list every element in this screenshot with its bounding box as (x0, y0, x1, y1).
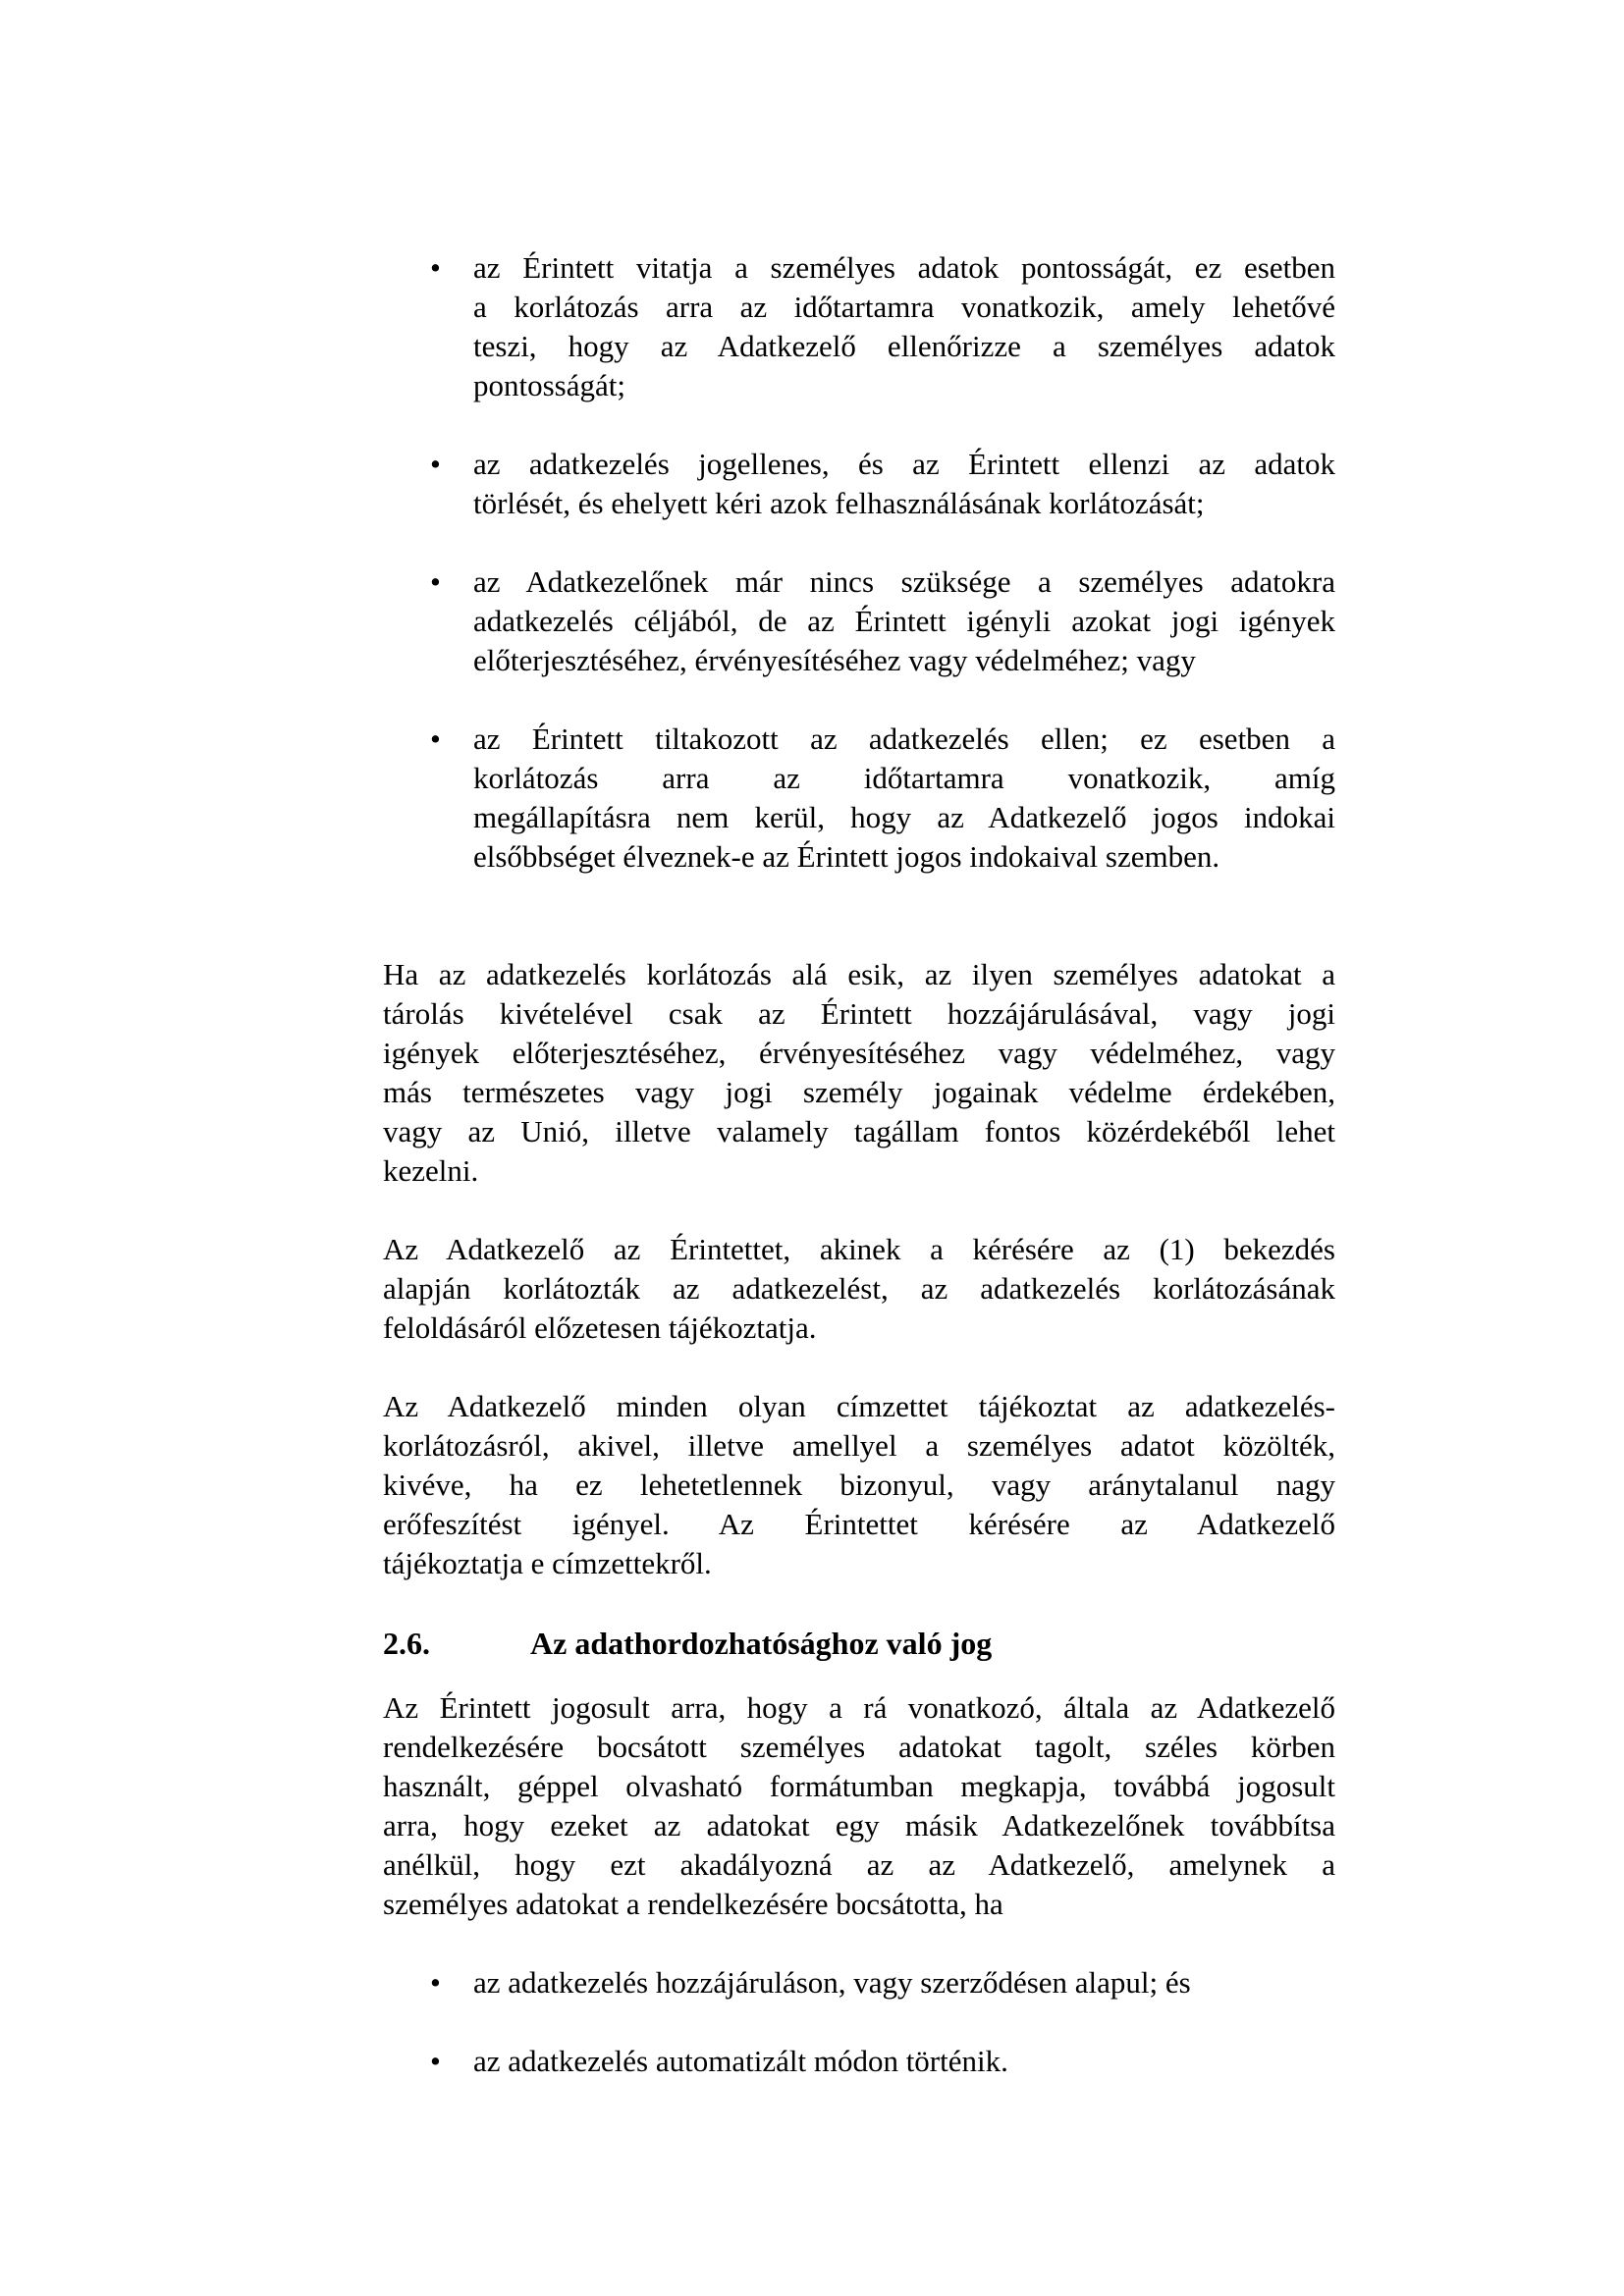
text-line: elsőbbséget élveznek-e az Érintett jogos indokaival szemben. (473, 839, 1220, 874)
text-line: teszi, hogy az Adatkezelő ellenőrizze a személyes adatok (473, 329, 1335, 363)
text-line: az Adatkezelőnek már nincs szüksége a személyes adatokra (473, 564, 1335, 599)
text-line: az adatkezelés automatizált módon történik. (473, 2044, 1008, 2078)
section-number: 2.6. (383, 1626, 430, 1661)
text-line: korlátozásról, akivel, illetve amellyel a személyes adatot közölték, (383, 1428, 1335, 1463)
text-line: a korlátozás arra az időtartamra vonatkozik, amely lehetővé (473, 290, 1335, 324)
text-line: használt, géppel olvasható formátumban megkapja, továbbá jogosult (383, 1769, 1335, 1803)
text-line: az adatkezelés jogellenes, és az Érintett ellenzi az adatok (473, 447, 1335, 481)
text-line: tárolás kivételével csak az Érintett hozzájárulásával, vagy jogi (383, 996, 1335, 1031)
bullet-icon: • (430, 1965, 441, 2000)
bullet-item (383, 1963, 1335, 2002)
text-line: alapján korlátozták az adatkezelést, az adatkezelés korlátozásának (383, 1271, 1335, 1306)
bullet-icon: • (430, 250, 441, 285)
text-line: adatkezelés céljából, de az Érintett igényli azokat jogi igények (473, 604, 1335, 638)
section-title: Az adathordozhatósághoz való jog (530, 1626, 993, 1661)
text-line: Az Adatkezelő minden olyan címzettet tájékoztat az adatkezelés- (383, 1389, 1335, 1423)
text-line: az Érintett vitatja a személyes adatok pontosságát, ez esetben (473, 250, 1335, 285)
text-line: az Érintett tiltakozott az adatkezelés ellen; ez esetben a (473, 721, 1335, 756)
text-line: korlátozás arra az időtartamra vonatkozik, amíg (473, 761, 1335, 795)
text-line: előterjesztéséhez, érvényesítéséhez vagy védelméhez; vagy (473, 643, 1196, 677)
paragraph (383, 955, 1335, 1191)
text-line: Ha az adatkezelés korlátozás alá esik, az ilyen személyes adatokat a (383, 957, 1335, 991)
text-line: vagy az Unió, illetve valamely tagállam fontos közérdekéből lehet (383, 1114, 1335, 1148)
bullet-icon: • (430, 721, 441, 756)
text-line: Az Adatkezelő az Érintettet, akinek a kérésére az (1) bekezdés (383, 1232, 1335, 1266)
text-line: törlését, és ehelyett kéri azok felhasználásának korlátozását; (473, 486, 1205, 520)
text-line: kivéve, ha ez lehetetlennek bizonyul, vagy aránytalanul nagy (383, 1468, 1335, 1502)
bullet-item (383, 445, 1335, 523)
text-line: anélkül, hogy ezt akadályozná az az Adatkezelő, amelynek a (383, 1847, 1335, 1882)
text-line: az adatkezelés hozzájáruláson, vagy szerződésen alapul; és (473, 1965, 1191, 2000)
text-line: arra, hogy ezeket az adatokat egy másik Adatkezelőnek továbbítsa (383, 1808, 1335, 1842)
text-line: erőfeszítést igényel. Az Érintettet kérésére az Adatkezelő (383, 1507, 1335, 1541)
bullet-icon: • (430, 564, 441, 599)
text-line: Az Érintett jogosult arra, hogy a rá vonatkozó, általa az Adatkezelő (383, 1690, 1335, 1725)
text-line: pontosságát; (473, 368, 625, 402)
bullet-item (383, 720, 1335, 877)
paragraph (383, 1387, 1335, 1583)
text-line: rendelkezésére bocsátott személyes adatokat tagolt, széles körben (383, 1730, 1335, 1764)
text-line: megállapításra nem kerül, hogy az Adatkezelő jogos indokai (473, 800, 1335, 834)
bullet-item (383, 562, 1335, 680)
bullet-item (383, 2042, 1335, 2081)
text-line: tájékoztatja e címzettekről. (383, 1546, 712, 1580)
text-line: kezelni. (383, 1153, 479, 1188)
paragraph (383, 1688, 1335, 1924)
text-line: feloldásáról előzetesen tájékoztatja. (383, 1310, 817, 1345)
paragraph (383, 1230, 1335, 1348)
bullet-icon: • (430, 447, 441, 481)
section-heading (383, 1623, 1335, 1664)
bullet-item (383, 248, 1335, 405)
text-line: személyes adatokat a rendelkezésére bocsátotta, ha (383, 1887, 1003, 1921)
text-line: más természetes vagy jogi személy jogainak védelme érdekében, (383, 1075, 1335, 1109)
text-line: igények előterjesztéséhez, érvényesítéséhez vagy védelméhez, vagy (383, 1036, 1335, 1070)
bullet-icon: • (430, 2044, 441, 2078)
